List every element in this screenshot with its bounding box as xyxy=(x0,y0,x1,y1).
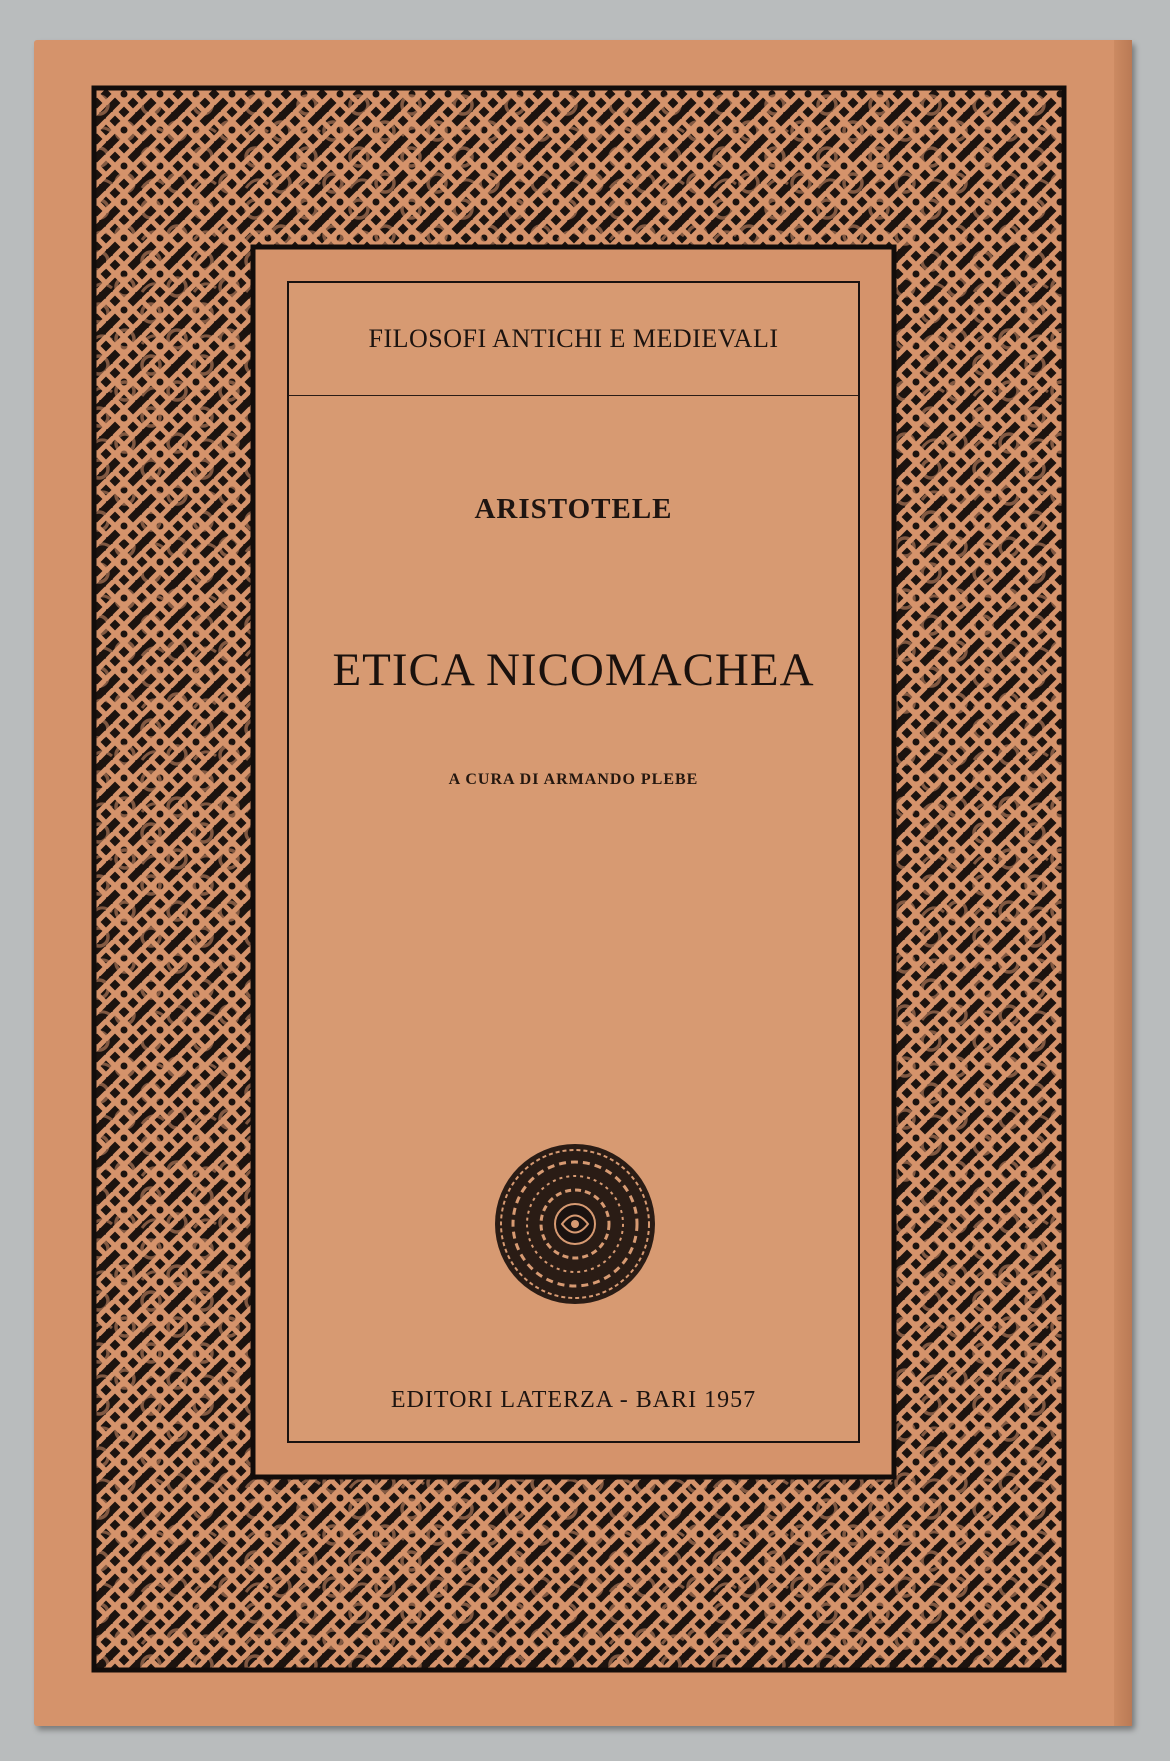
publisher-line: EDITORI LATERZA - BARI 1957 xyxy=(390,1387,757,1413)
book-cover xyxy=(34,40,1132,1726)
title-panel xyxy=(287,281,860,1443)
series-title: FILOSOFI ANTICHI E MEDIEVALI xyxy=(289,283,858,396)
book-title: ETICA NICOMACHEA xyxy=(332,644,815,696)
author-name: ARISTOTELE xyxy=(474,493,673,525)
publisher-seal-emblem xyxy=(492,1141,658,1307)
editor-credit: A CURA DI ARMANDO PLEBE xyxy=(448,771,699,788)
